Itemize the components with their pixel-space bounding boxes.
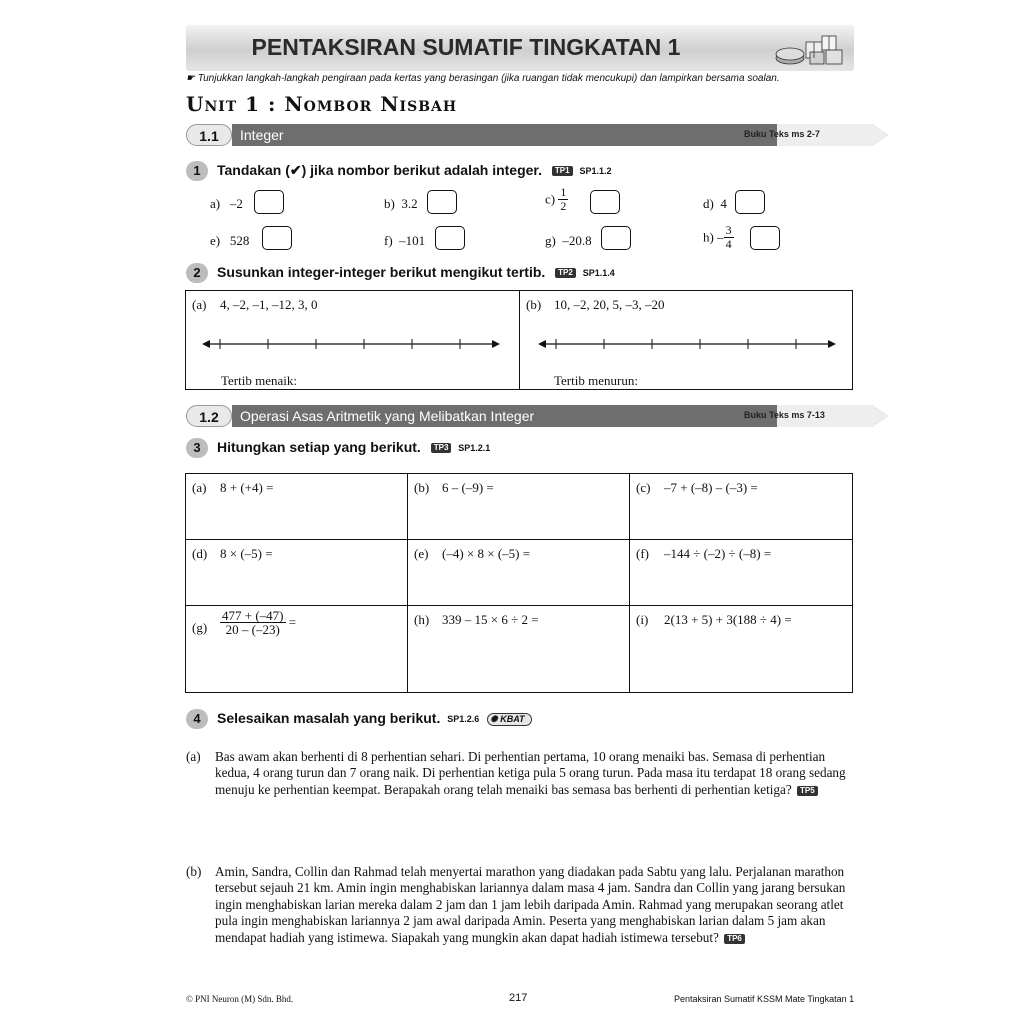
q1-item-b: b) 3.2: [384, 196, 418, 211]
sp-code: SP1.1.4: [582, 268, 615, 279]
kbat-badge: ✺ KBAT: [487, 713, 531, 726]
pointing-hand-icon: ☛: [186, 73, 195, 84]
gift-boxes-icon: [760, 28, 850, 68]
q1-item-h: h) – $\frac{3}{4}$: [703, 223, 732, 251]
q1-item-e: e) 528: [210, 233, 250, 248]
section-label: Operasi Asas Aritmetik yang Melibatkan Integer: [240, 408, 535, 424]
section-number: 1.1: [186, 124, 232, 146]
q3-cell-i: (i) 2(13 + 5) + 3(188 ÷ 4) =: [629, 605, 853, 693]
q1-item-g: g) –20.8: [545, 233, 592, 248]
answer-checkbox[interactable]: [601, 226, 631, 250]
answer-checkbox[interactable]: [254, 190, 284, 214]
q4-part-a: (a) Bas awam akan berhenti di 8 perhentian sehari. Di perhentian pertama, 10 orang menaiki bas. Semasa di perhentian kedua, 4 orang turun dan 7 orang naik. Di perhentian ketiga pula 5 orang turun. Pada masa itu terdapat 18 orang sedang menuju ke perhentian keempat. Berapakah orang telah menaiki bas semasa bas berhenti di perhentian ketiga? TP5: [186, 749, 846, 797]
section-bar-1-2: [186, 405, 854, 427]
sp-code: SP1.2.6: [447, 714, 480, 725]
question-number: 4: [186, 709, 208, 729]
q3-cell-e: (e) (–4) × 8 × (–5) =: [407, 539, 630, 606]
answer-checkbox[interactable]: [427, 190, 457, 214]
section-bar-1-1: [186, 124, 854, 146]
q3-cell-h: (h) 339 – 15 × 6 ÷ 2 =: [407, 605, 630, 693]
q2-part-b: (b) 10, –2, 20, 5, –3, –20 Tertib menurun:: [519, 290, 853, 390]
q3-cell-d: (d) 8 × (–5) =: [185, 539, 408, 606]
textbook-reference: Buku Teks ms 2-7: [744, 129, 820, 139]
question-number: 2: [186, 263, 208, 283]
q3-cell-g: (g) $\frac{477 + (-47)}{20 - (-23)}$ =: [185, 605, 408, 693]
order-label: Tertib menurun:: [554, 373, 638, 388]
question-text: Selesaikan masalah yang berikut.: [217, 710, 441, 726]
brain-icon: ✺: [490, 713, 498, 724]
tp-badge: TP3: [431, 443, 452, 453]
tp-badge: TP1: [552, 166, 573, 176]
tp-badge: TP5: [797, 786, 818, 796]
question-text: Hitungkan setiap yang berikut.: [217, 439, 421, 455]
q4-part-b: (b) Amin, Sandra, Collin dan Rahmad telah menyertai marathon yang diadakan pada Sabtu yang lalu. Perjalanan marathon tersebut sejauh 21 km. Amin ingin menghabiskan lariannya dalam masa 4 jam. Sandra dan Collin yang jarang bersukan ingin menghabiskan larian mereka dalam 2 jam dan 1 jam lebih daripada Amin. Rahmad yang merupakan seorang atlet pula ingin menghabiskan lariannya 2 jam awal daripada Amin. Peserta yang menghabiskan larian dalam 5 jam akan mendapat hadiah yang istimewa. Siapakah yang mungkin akan dapat hadiah istimewa tersebut? TP6: [186, 864, 846, 945]
answer-checkbox[interactable]: [735, 190, 765, 214]
q3-cell-f: (f) –144 ÷ (–2) ÷ (–8) =: [629, 539, 853, 606]
sp-code: SP1.2.1: [458, 443, 491, 454]
answer-checkbox[interactable]: [435, 226, 465, 250]
q3-cell-a: (a) 8 + (+4) =: [185, 473, 408, 540]
page-title: PENTAKSIRAN SUMATIF TINGKATAN 1: [251, 34, 681, 60]
unit-title: Unit 1 : Nombor Nisbah: [186, 92, 458, 116]
q1-item-c: c) $\frac{1}{2}$: [545, 185, 567, 213]
tp-badge: TP6: [724, 934, 745, 944]
page-number: 217: [509, 992, 528, 1004]
instruction-text: ☛ Tunjukkan langkah-langkah pengiraan pada kertas yang berasingan (jika ruangan tidak mencukupi) dan lampirkan bersama soalan.: [186, 73, 780, 84]
section-label: Integer: [240, 127, 284, 143]
textbook-reference: Buku Teks ms 7-13: [744, 410, 825, 420]
footer-book-title: Pentaksiran Sumatif KSSM Mate Tingkatan 1: [674, 994, 855, 1004]
number-line: [202, 337, 502, 351]
question-number: 1: [186, 161, 208, 181]
q1-item-d: d) 4: [703, 196, 727, 211]
order-label: Tertib menaik:: [221, 373, 297, 388]
answer-checkbox[interactable]: [590, 190, 620, 214]
q3-cell-b: (b) 6 – (–9) =: [407, 473, 630, 540]
answer-checkbox[interactable]: [750, 226, 780, 250]
question-text: Tandakan (✔) jika nombor berikut adalah integer.: [217, 162, 542, 178]
number-line: [538, 337, 838, 351]
answer-checkbox[interactable]: [262, 226, 292, 250]
sp-code: SP1.1.2: [579, 166, 612, 177]
q1-item-a: a) –2: [210, 196, 243, 211]
q2-part-a: (a) 4, –2, –1, –12, 3, 0 Tertib menaik:: [185, 290, 520, 390]
section-number: 1.2: [186, 405, 232, 427]
footer-copyright: © PNI Neuron (M) Sdn. Bhd.: [186, 994, 294, 1004]
q1-item-f: f) –101: [384, 233, 426, 248]
q3-cell-c: (c) –7 + (–8) – (–3) =: [629, 473, 853, 540]
question-text: Susunkan integer-integer berikut mengikut tertib.: [217, 264, 546, 280]
question-number: 3: [186, 438, 208, 458]
tp-badge: TP2: [555, 268, 576, 278]
header-banner: [186, 25, 854, 71]
